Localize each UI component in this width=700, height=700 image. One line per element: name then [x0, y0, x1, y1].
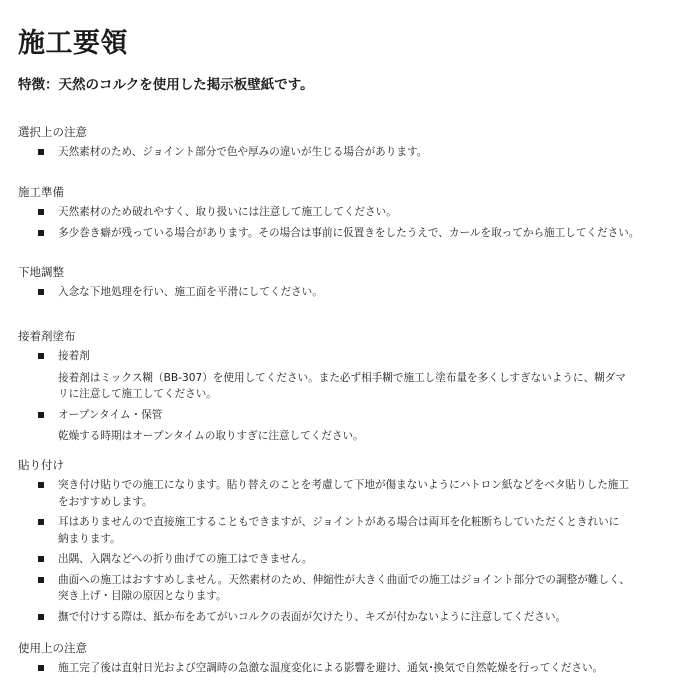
- list-item: [18, 609, 688, 626]
- square-bullet-icon: [38, 482, 44, 488]
- item-text: 耳はありませんので直接施工することもできますが、ジョイントがある場合は両耳を化粧断ちしていただくときれいに: [58, 516, 620, 528]
- square-bullet-icon: [38, 614, 44, 620]
- page-subtitle: 特徴：天然のコルクを使用した掲示板壁紙です。: [18, 77, 314, 93]
- list-item: [18, 204, 688, 221]
- square-bullet-icon: [38, 412, 44, 418]
- item-text: 施工完了後は直射日光および空調時の急激な温度変化による影響を避け、通気･換気で自然乾燥を行ってください。: [58, 662, 604, 674]
- item-text: 天然素材のため、ジョイント部分で色や厚みの違いが生じる場合があります。: [58, 146, 428, 158]
- list-item: [18, 407, 688, 445]
- page-title: 施工要領: [18, 28, 128, 59]
- item-text: 撫で付けする際は、紙か布をあてがいコルクの表面が欠けたり、キズが付かないように注意してください。: [58, 610, 567, 623]
- section-heading: 使用上の注意: [18, 641, 87, 655]
- list-item: [18, 551, 688, 568]
- square-bullet-icon: [38, 209, 44, 215]
- square-bullet-icon: [38, 577, 44, 583]
- section-heading: 貼り付け: [18, 458, 64, 472]
- item-text: 出隅、入隅などへの折り曲げての施工はできません。: [58, 553, 313, 565]
- item-text: 納まります。: [58, 532, 121, 545]
- bullet-list: [18, 660, 688, 677]
- section-heading: 施工準備: [18, 185, 64, 199]
- list-item: [18, 514, 688, 547]
- section: [18, 184, 688, 241]
- bullet-list: [18, 477, 688, 625]
- square-bullet-icon: [38, 289, 44, 295]
- square-bullet-icon: [38, 230, 44, 236]
- section-heading: 接着剤塗布: [18, 329, 76, 343]
- section-heading: 下地調整: [18, 265, 64, 279]
- item-text: 接着剤: [58, 350, 90, 362]
- item-text: 突き上げ・目隙の原因となります。: [58, 590, 227, 602]
- item-text: 多少巻き癖が残っている場合があります。その場合は事前に仮置きをしたうえで、カールを取ってから施工してください。: [58, 226, 640, 239]
- list-item: [18, 477, 688, 510]
- square-bullet-icon: [38, 149, 44, 155]
- bullet-list: [18, 144, 688, 161]
- list-item: [18, 572, 688, 605]
- section: [18, 457, 688, 625]
- item-note: リに注意して施工してください。: [58, 388, 217, 400]
- section: [18, 124, 688, 161]
- item-text: 入念な下地処理を行い、施工面を平滑にしてください。: [58, 286, 323, 298]
- square-bullet-icon: [38, 556, 44, 562]
- item-text: 天然素材のため破れやすく、取り扱いには注意して施工してください。: [58, 206, 397, 218]
- list-item: [18, 225, 688, 242]
- section-heading: 選択上の注意: [18, 125, 87, 139]
- list-item: [18, 144, 688, 161]
- bullet-list: [18, 348, 688, 445]
- item-text: オープンタイム・保管: [58, 408, 163, 421]
- item-text: 曲面への施工はおすすめしません。天然素材のため、伸縮性が大きく曲面での施工はジョイント部分での調整が難しく、: [58, 573, 630, 586]
- bullet-list: [18, 204, 688, 241]
- item-text: 突き付け貼りでの施工になります。貼り替えのことを考慮して下地が傷まないようにハトロン紙などをベタ貼りした施工: [58, 479, 629, 491]
- square-bullet-icon: [38, 519, 44, 525]
- section: [18, 264, 688, 301]
- bullet-list: [18, 284, 688, 301]
- square-bullet-icon: [38, 353, 44, 359]
- item-note: 接着剤はミックス糊（BB-307）を使用してください。また必ず相手糊で施工し塗布量を多くしすぎないように、糊ダマ: [58, 371, 626, 384]
- section: [18, 640, 688, 677]
- list-item: [18, 284, 688, 301]
- list-item: [18, 660, 688, 677]
- item-note: 乾燥する時期はオープンタイムの取りすぎに注意してください。: [58, 430, 364, 442]
- list-item: [18, 348, 688, 403]
- section: [18, 328, 688, 445]
- item-text: をおすすめします。: [58, 495, 153, 508]
- square-bullet-icon: [38, 665, 44, 671]
